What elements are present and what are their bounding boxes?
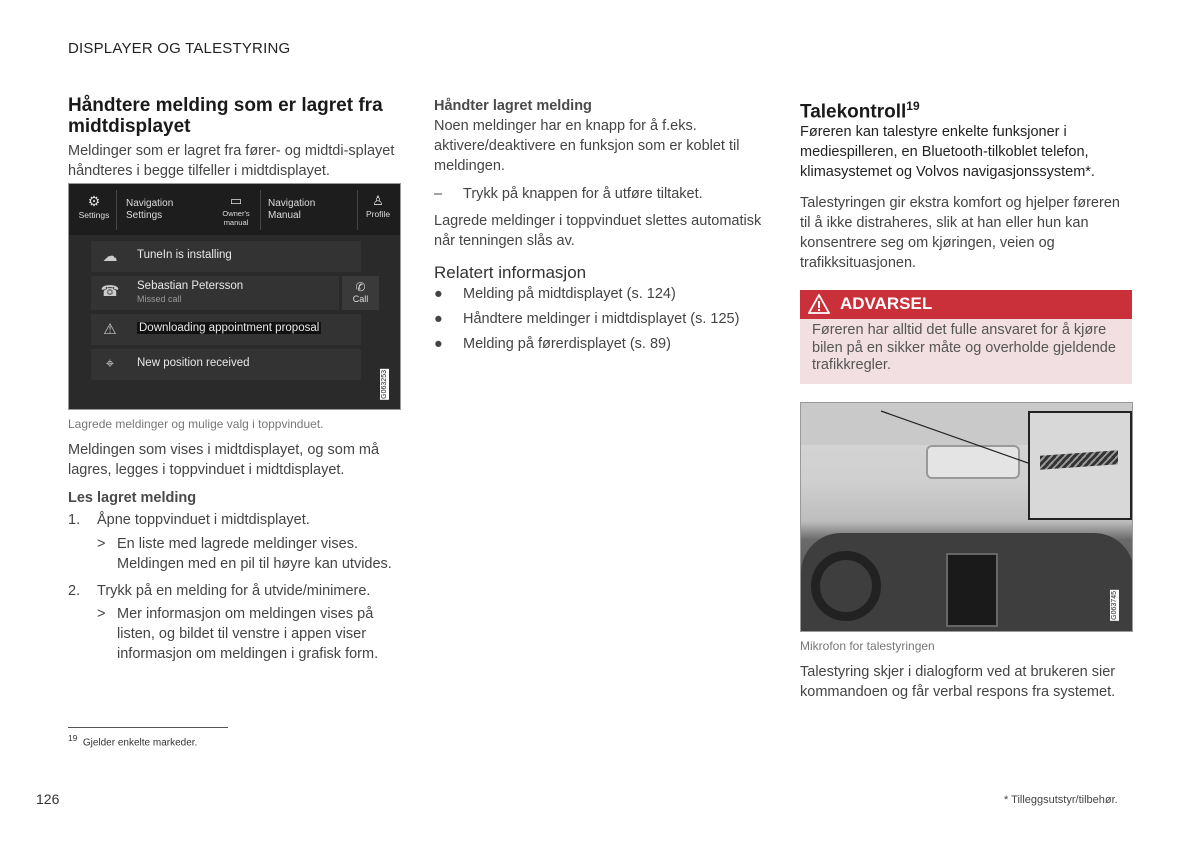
footnote: $^{19}$ Gjelder enkelte markeder. <box>68 733 198 749</box>
related-title: Relatert informasjon <box>434 263 587 282</box>
col3-para: Talestyringen gir ekstra komfort og hjelper føreren til å ikke distraheres, slik at han eller hun kan konsentrere seg om kjøringen, veien og trafikksituasjonen. <box>800 195 1120 271</box>
bullet: ● <box>434 311 443 327</box>
col3-bold-para: Føreren kan talestyre enkelte funksjoner i mediespilleren, en Bluetooth-tilkoblet telefon, klimasystemet og Volvos navigasjonssystem*. <box>800 124 1095 180</box>
dash-item: Trykk på knappen for å utføre tiltaket. <box>463 186 703 202</box>
photo-code: G063745 <box>1111 591 1118 620</box>
book-icon: ▭ <box>229 193 243 208</box>
separator <box>357 190 358 230</box>
col3-title: Talekontroll$^{19}$ <box>800 99 920 123</box>
navigation-manual-tile: Navigation Manual <box>268 198 316 221</box>
page-number: 126 <box>36 791 60 807</box>
profile-icon: ♙ <box>372 193 384 208</box>
related-link-1[interactable]: Melding på midtdisplayet (s. 124) <box>463 286 676 302</box>
notification-position: ⌖ New position received <box>91 349 361 380</box>
related-link-2[interactable]: Håndtere meldinger i midtdisplayet (s. 125) <box>463 311 740 327</box>
bullet: ● <box>434 286 443 302</box>
warning-text: Føreren har alltid det fulle ansvaret for å kjøre bilen på en sikker måte og overholde gjeldende trafikkregler. <box>812 322 1116 373</box>
step-2-result: Mer informasjon om meldingen vises på listen, og bildet til venstre i appen viser informasjon om meldingen i grafisk form. <box>117 606 379 662</box>
step-2-num: 2. <box>68 583 81 599</box>
col1-intro: Meldinger som er lagret fra fører- og midtdi-splayet håndteres i begge tilfeller i midtdisplayet. <box>68 143 395 179</box>
phone-missed-icon: ☎ <box>100 283 120 300</box>
settings-tile: ⚙ Settings <box>75 184 113 235</box>
deleted-para: Lagrede meldinger i toppvinduet slettes automatisk når tenningen slås av. <box>434 213 762 249</box>
warning-box <box>800 290 1132 384</box>
center-display-screenshot <box>68 183 401 410</box>
result-marker: > <box>97 536 106 552</box>
section-header: DISPLAYER OG TALESTYRING <box>68 40 291 57</box>
location-icon: ⌖ <box>105 355 115 372</box>
phone-icon: ✆ <box>355 280 366 294</box>
handle-para: Noen meldinger har en knapp for å f.eks. aktivere/deaktivere en funksjon som er koblet til meldingen. <box>434 118 740 174</box>
result-marker: > <box>97 606 106 622</box>
related-link-3[interactable]: Melding på førerdisplayet (s. 89) <box>463 336 671 352</box>
image-code: G063253 <box>381 370 388 399</box>
step-2-text: Trykk på en melding for å utvide/minimere. <box>97 583 371 599</box>
call-button: ✆ Call <box>342 276 379 310</box>
step-1-num: 1. <box>68 512 81 528</box>
footnote-rule <box>68 727 228 728</box>
warning-header: ADVARSEL <box>800 290 1132 319</box>
step-1-result: En liste med lagrede meldinger vises. Meldingen med en pil til høyre kan utvides. <box>117 536 392 572</box>
notification-appointment: ⚠ Downloading appointment proposal <box>91 314 361 345</box>
separator <box>260 190 261 230</box>
dash-marker: – <box>434 186 443 202</box>
read-message-title: Les lagret melding <box>68 490 197 506</box>
photo-caption: Mikrofon for talestyringen <box>800 639 935 653</box>
warning-triangle-icon <box>808 294 830 314</box>
notification-tunein: ☁ TuneIn is installing <box>91 241 361 272</box>
col3-para2: Talestyring skjer i dialogform ved at brukeren sier kommandoen og får verbal respons fra systemet. <box>800 664 1116 700</box>
profile-tile: ♙ Profile <box>361 184 395 235</box>
navigation-settings-tile: Navigation Settings <box>126 198 174 221</box>
step-1-text: Åpne toppvinduet i midtdisplayet. <box>97 512 310 528</box>
notification-missed-call: ☎ Sebastian Petersson Missed call <box>91 276 339 310</box>
settings-icon: ⚙ <box>87 193 101 209</box>
col1-title: Håndtere melding som er lagret fra midtdisplayet <box>68 95 383 137</box>
screenshot-caption: Lagrede meldinger og mulige valg i toppvinduet. <box>68 417 324 431</box>
download-icon: ☁ <box>102 248 118 265</box>
microphone-photo <box>800 402 1133 632</box>
separator <box>116 190 117 230</box>
col1-para: Meldingen som vises i midtdisplayet, og som må lagres, legges i toppvinduet i midtdisplayet. <box>68 442 380 478</box>
display-top-bar <box>69 184 400 235</box>
handle-message-title: Håndter lagret melding <box>434 98 592 114</box>
warning-icon: ⚠ <box>103 321 117 338</box>
footer-note: * Tilleggsutstyr/tilbehør. <box>1004 794 1118 806</box>
bullet: ● <box>434 336 443 352</box>
owners-manual-tile: ▭ Owner's manual <box>216 184 256 235</box>
